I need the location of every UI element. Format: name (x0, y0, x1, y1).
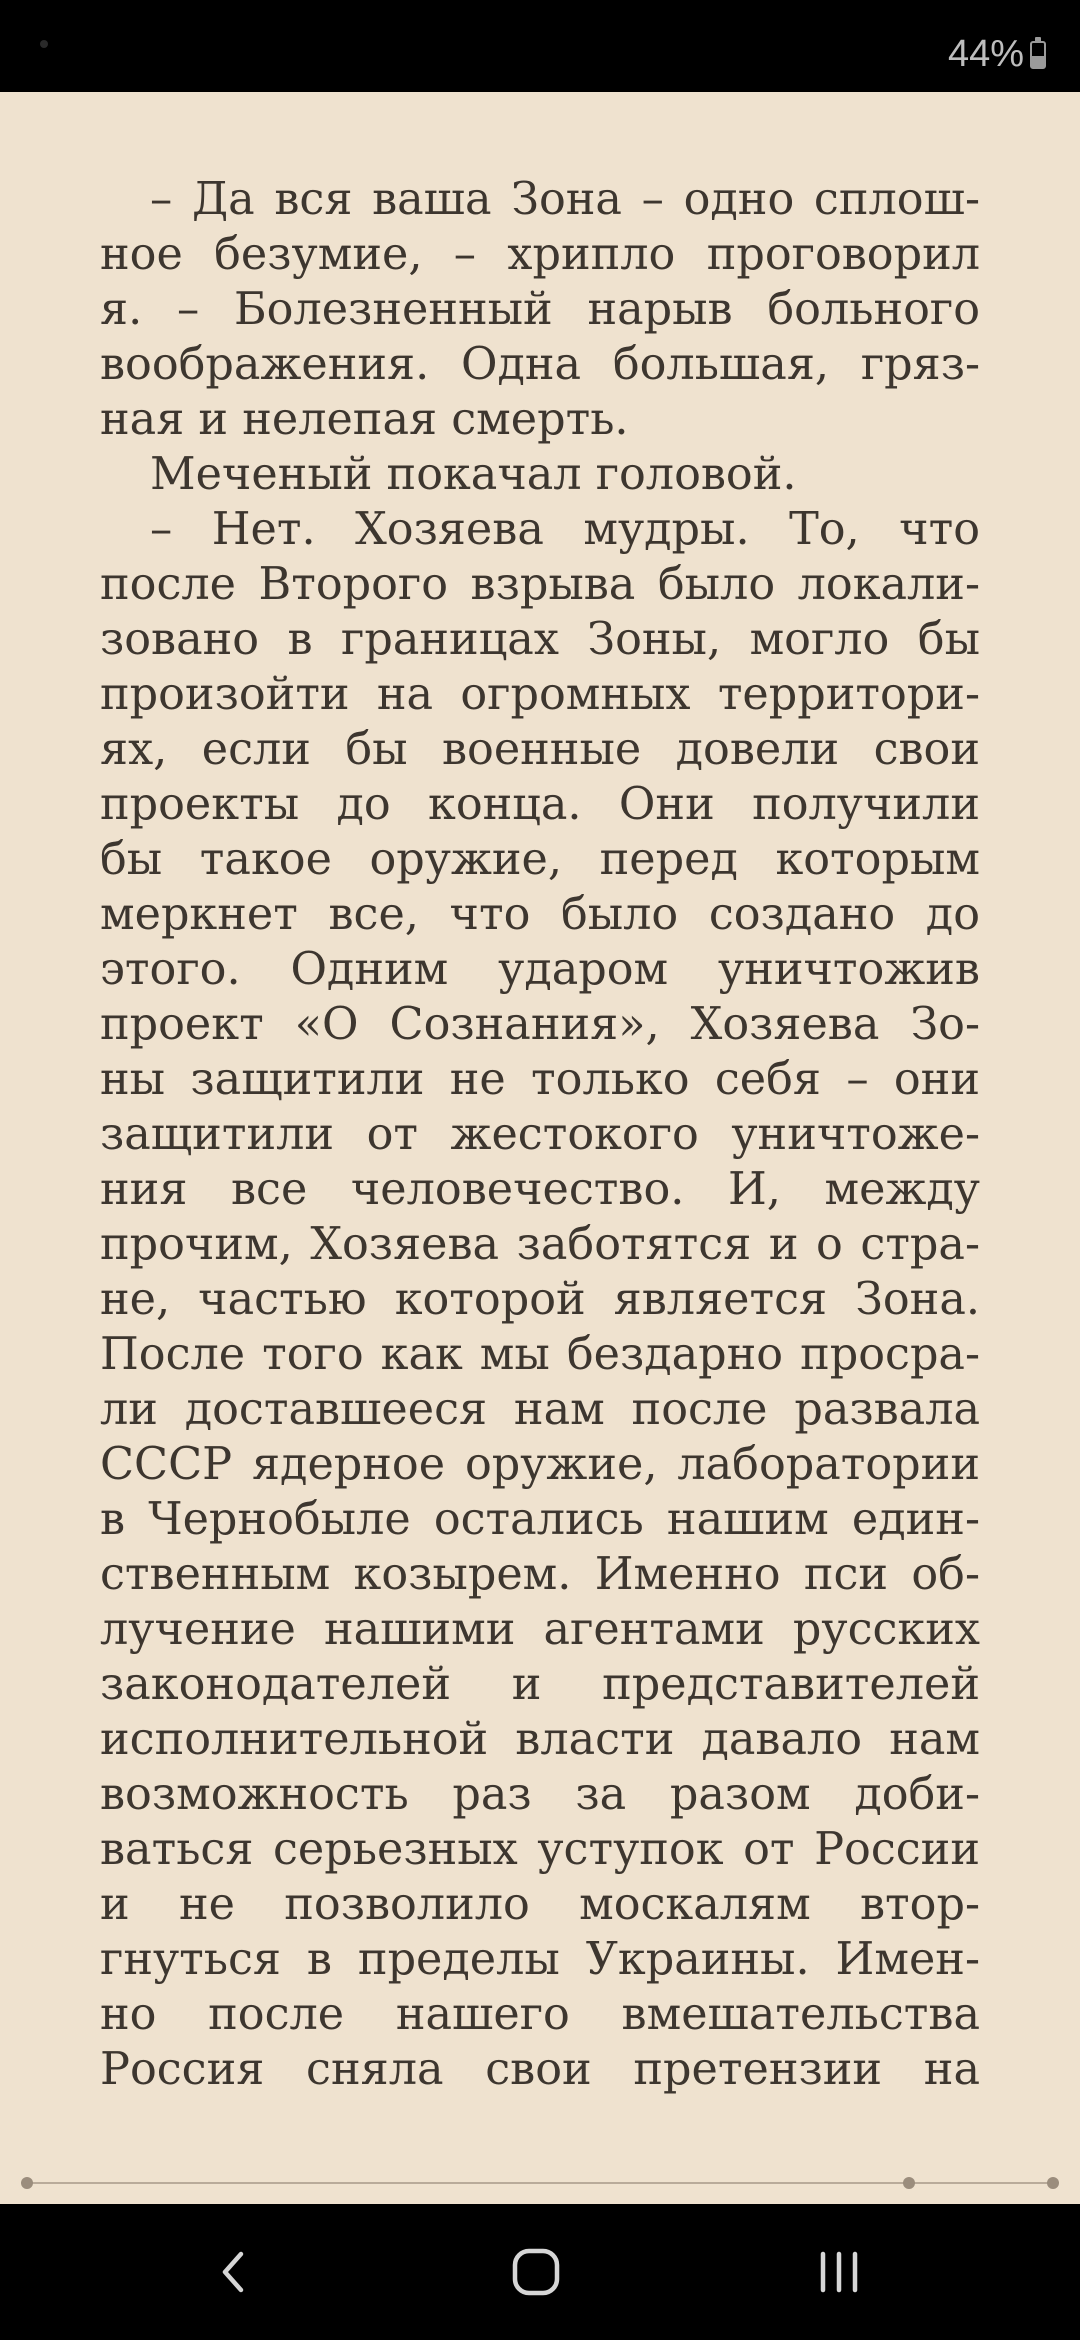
progress-start-dot (21, 2177, 33, 2189)
text-line: ная и нелепая смерть. (100, 394, 629, 445)
text-line: но после нашего вмешательства (100, 1989, 980, 2040)
text-line: ли доставшееся нам после развала (100, 1384, 980, 1435)
battery-indicator (948, 34, 1046, 74)
text-line: ваться серьезных уступок от России (100, 1824, 980, 1875)
text-line: ния все человечество. И, между (100, 1164, 980, 1215)
back-chevron-icon (213, 2244, 253, 2300)
text-line: произойти на огромных территори- (100, 669, 980, 720)
text-line: зовано в границах Зоны, могло бы (100, 614, 980, 665)
text-line: проект «О Сознания», Хозяева Зо- (100, 999, 980, 1050)
text-line: защитили от жестокого уничтоже- (100, 1109, 980, 1160)
battery-icon (1030, 41, 1046, 69)
text-line: исполнительной власти давало нам (100, 1714, 980, 1765)
text-line: лучение нашими агентами русских (100, 1604, 980, 1655)
text-line: и не позволило москалям втор- (100, 1879, 980, 1930)
reading-progress-slider[interactable] (27, 2182, 1053, 2184)
text-line: прочим, Хозяева заботятся и о стра- (100, 1219, 980, 1270)
text-line: законодателей и представителей (100, 1659, 980, 1710)
back-button[interactable] (173, 2204, 293, 2340)
home-button[interactable] (476, 2204, 596, 2340)
text-line: – Да вся ваша Зона – одно сплош- (150, 174, 980, 225)
text-line: воображения. Одна большая, гряз- (100, 339, 980, 390)
text-line: в Чернобыле остались нашим един- (100, 1494, 980, 1545)
text-line: меркнет все, что было создано до (100, 889, 980, 940)
text-line: Россия сняла свои претензии на (100, 2044, 980, 2095)
text-line: после Второго взрыва было локали- (100, 559, 980, 610)
text-line: возможность раз за разом доби- (100, 1769, 980, 1820)
text-line: проекты до конца. Они получили (100, 779, 980, 830)
home-rounded-square-icon (506, 2242, 566, 2302)
text-line: После того как мы бездарно просра- (100, 1329, 980, 1380)
progress-thumb[interactable] (903, 2177, 915, 2189)
reader-page-text[interactable] (100, 172, 980, 2097)
front-camera-dot (40, 40, 48, 48)
recents-button[interactable] (779, 2204, 899, 2340)
battery-level-fill (1032, 56, 1044, 67)
text-line: бы такое оружие, перед которым (100, 834, 980, 885)
text-line: ях, если бы военные довели свои (100, 724, 980, 775)
text-line: этого. Одним ударом уничтожив (100, 944, 980, 995)
text-line: я. – Болезненный нарыв больного (100, 284, 980, 335)
text-line: ственным козырем. Именно пси об- (100, 1549, 980, 1600)
text-line: Меченый покачал головой. (150, 449, 797, 500)
text-line: СССР ядерное оружие, лаборатории (100, 1439, 980, 1490)
status-bar (0, 0, 1080, 92)
text-line: гнуться в пределы Украины. Имен- (100, 1934, 980, 1985)
text-line: ное безумие, – хрипло проговорил (100, 229, 980, 280)
navigation-bar (0, 2204, 1080, 2340)
text-line: – Нет. Хозяева мудры. То, что (150, 504, 980, 555)
progress-end-dot (1047, 2177, 1059, 2189)
text-line: ны защитили не только себя – они (100, 1054, 980, 1105)
text-line: не, частью которой является Зона. (100, 1274, 980, 1325)
battery-percent: 44% (947, 32, 1024, 75)
recents-bars-icon (811, 2244, 867, 2300)
